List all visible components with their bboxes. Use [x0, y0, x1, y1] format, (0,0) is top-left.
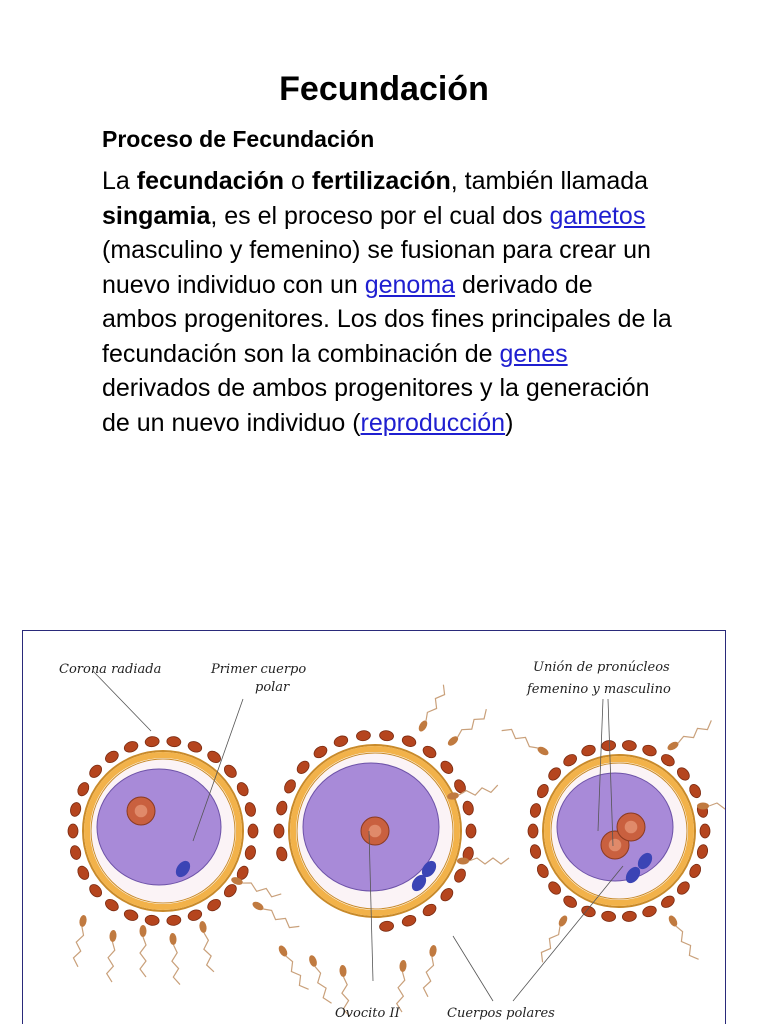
link-gametos[interactable]: gametos — [549, 201, 646, 230]
nucleolus — [135, 805, 148, 818]
sperm-tail — [172, 945, 180, 985]
corona-cell — [248, 824, 258, 838]
sperm-cell — [417, 719, 429, 733]
sperm-tail — [502, 729, 538, 748]
corona-cell — [145, 915, 160, 927]
corona-cell — [421, 902, 438, 918]
corona-cell — [641, 743, 658, 757]
corona-cell — [187, 740, 204, 754]
corona-cell — [69, 845, 82, 861]
corona-cell — [166, 915, 181, 927]
corona-cell — [206, 749, 223, 765]
corona-cell — [696, 844, 709, 860]
sperm-tail — [107, 942, 115, 982]
text-run: o — [284, 167, 312, 195]
corona-cell — [535, 862, 550, 879]
leader-cuerpos-1 — [453, 936, 493, 1001]
corona-cell — [123, 908, 140, 922]
corona-cell — [145, 736, 160, 748]
sperm-cell — [536, 745, 550, 757]
sperm-tail — [204, 933, 214, 972]
corona-cell — [87, 882, 104, 899]
sperm-tail — [286, 956, 309, 989]
corona-cell — [452, 778, 467, 795]
corona-cell — [687, 783, 702, 800]
corona-cell — [462, 800, 475, 816]
sperm-cell — [666, 740, 680, 752]
corona-cell — [659, 752, 676, 768]
sperm-tail — [243, 883, 282, 897]
term-fecundacion: fecundación — [136, 167, 285, 195]
sperm-tail — [469, 858, 509, 864]
corona-cell — [401, 914, 418, 928]
corona-cell — [401, 734, 418, 748]
sperm-cell — [399, 960, 407, 973]
corona-cell — [535, 783, 550, 800]
sperm-cell — [457, 858, 469, 865]
corona-cell — [562, 752, 579, 768]
corona-cell — [687, 862, 702, 879]
corona-cell — [529, 844, 542, 860]
corona-cell — [700, 824, 710, 838]
sperm-cell — [697, 803, 709, 810]
corona-cell — [76, 781, 91, 798]
corona-cell — [282, 778, 297, 795]
sperm-tail — [263, 909, 299, 928]
sperm-cell — [109, 930, 117, 943]
fertilization-diagram — [23, 631, 726, 1024]
sperm-tail — [73, 927, 83, 967]
label-primer-cuerpo-1: Primer cuerpo — [211, 662, 307, 677]
corona-cell — [68, 824, 78, 838]
corona-cell — [528, 824, 538, 838]
sperm-cell — [79, 914, 88, 927]
text-run: La — [102, 167, 137, 195]
sperm-cell — [339, 965, 347, 978]
label-cuerpos-polares: Cuerpos polares — [447, 1006, 555, 1021]
link-genoma[interactable]: genoma — [364, 270, 456, 299]
leader-corona — [93, 671, 151, 731]
fertilization-illustration — [22, 630, 726, 1024]
corona-cell — [206, 897, 223, 913]
corona-cell — [421, 744, 438, 760]
sperm-tail — [709, 803, 726, 809]
text-run: , también llamada — [450, 167, 649, 195]
nucleolus — [625, 821, 638, 834]
corona-cell — [244, 845, 257, 861]
sperm-tail — [315, 967, 331, 1004]
corona-cell — [546, 765, 563, 782]
corona-cell — [546, 879, 563, 896]
sperm-cell — [140, 925, 147, 937]
corona-cell — [622, 911, 637, 923]
corona-cell — [379, 920, 394, 932]
corona-cell — [529, 802, 542, 818]
label-corona-radiada: Corona radiada — [59, 662, 162, 677]
label-primer-cuerpo-2: polar — [255, 680, 290, 695]
label-union-1: Unión de pronúcleos — [533, 660, 670, 675]
corona-cell — [641, 904, 658, 918]
sperm-tail — [676, 926, 699, 959]
corona-cell — [69, 801, 82, 817]
corona-cell — [274, 824, 284, 838]
sperm-cell — [429, 944, 438, 957]
corona-cell — [312, 744, 329, 760]
corona-cell — [580, 743, 597, 757]
body-paragraph — [102, 164, 672, 440]
corona-cell — [87, 763, 104, 780]
corona-cell — [103, 897, 120, 913]
sperm-tail — [541, 926, 560, 962]
sperm-tail — [423, 957, 433, 997]
sperm-cell — [251, 900, 265, 912]
corona-cell — [580, 904, 597, 918]
sperm-cell — [277, 944, 289, 958]
corona-cell — [103, 749, 120, 765]
corona-cell — [601, 740, 616, 752]
label-union-2: femenino y masculino — [527, 682, 671, 697]
corona-cell — [295, 759, 312, 776]
corona-cell — [466, 824, 476, 838]
text-run: , es el proceso por el cual dos — [210, 201, 550, 230]
link-genes[interactable]: genes — [499, 339, 568, 368]
corona-cell — [123, 740, 140, 754]
sperm-cell — [667, 914, 679, 928]
corona-cell — [76, 864, 91, 881]
sperm-cell — [199, 920, 208, 933]
corona-cell — [675, 879, 692, 896]
corona-cell — [187, 908, 204, 922]
text-run: ) — [505, 408, 514, 437]
corona-cell — [622, 740, 637, 752]
sperm-cell — [308, 954, 319, 968]
text-run: derivados de ambos progenitores y la generación de un nuevo individuo ( — [102, 374, 650, 437]
corona-cell — [356, 730, 371, 742]
nucleolus — [609, 839, 622, 852]
sperm-cell — [169, 933, 177, 946]
oocyte-cytoplasm — [557, 773, 673, 881]
corona-cell — [166, 736, 181, 748]
page-title: Fecundación — [279, 70, 489, 108]
text-run: derivado de ambos progenitores. Los dos fines principales de la fecundación son la combinación de — [102, 270, 672, 368]
nucleolus — [369, 825, 382, 838]
label-ovocito: Ovocito II — [335, 1006, 400, 1021]
cells-layer — [68, 685, 726, 1017]
sperm-tail — [458, 709, 487, 737]
corona-cell — [275, 800, 288, 816]
sperm-cell — [557, 914, 569, 928]
sperm-tail — [678, 720, 711, 743]
corona-cell — [222, 763, 239, 780]
sperm-tail — [140, 937, 146, 977]
corona-cell — [562, 894, 579, 910]
corona-cell — [438, 759, 455, 776]
section-subtitle: Proceso de Fecundación — [102, 126, 375, 152]
corona-cell — [235, 781, 250, 798]
link-reproduccion[interactable]: reproducción — [360, 408, 506, 437]
corona-cell — [333, 734, 350, 748]
corona-cell — [379, 730, 394, 742]
text-run: (masculino y femenino) se fusionan para crear un nuevo individuo con un — [102, 236, 651, 299]
corona-cell — [601, 911, 616, 923]
corona-cell — [244, 801, 257, 817]
term-fertilizacion: fertilización — [311, 167, 451, 195]
oocyte-cytoplasm — [97, 769, 221, 885]
corona-cell — [675, 765, 692, 782]
corona-cell — [438, 886, 455, 903]
corona-cell — [452, 867, 467, 884]
term-singamia: singamia — [102, 201, 211, 230]
sperm-tail — [426, 685, 445, 721]
corona-cell — [222, 882, 239, 899]
corona-cell — [659, 894, 676, 910]
corona-cell — [275, 846, 288, 862]
